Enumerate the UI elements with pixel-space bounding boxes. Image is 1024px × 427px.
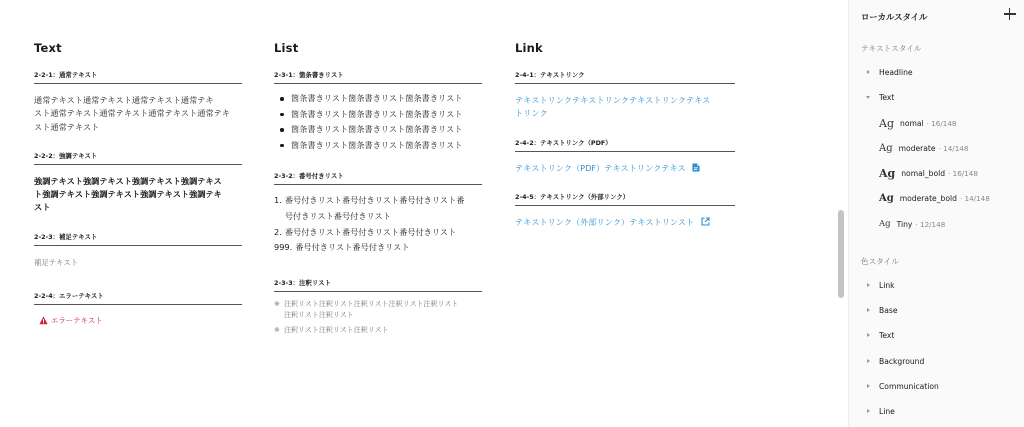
group-label: Communication: [879, 381, 939, 391]
color-group-base[interactable]: [861, 303, 898, 317]
list-item: [274, 325, 482, 337]
bullet-icon: [280, 113, 284, 117]
supplement-text: 補足テキスト: [34, 257, 79, 267]
list-item: [274, 138, 482, 154]
section-divider: [34, 83, 242, 84]
list-item-text: 番号付きリスト番号付きリスト: [295, 242, 410, 253]
group-label: Base: [879, 305, 898, 315]
link-column-title: Link: [515, 41, 543, 55]
section-divider: [34, 245, 242, 246]
text-line: 番号付きリスト番号付きリスト番号付きリスト番: [284, 195, 465, 206]
error-text-label: 2-2-4：エラーテキスト: [34, 291, 104, 300]
text-line: 号付きリスト番号付きリスト: [284, 210, 391, 221]
pdf-link-section: [515, 138, 735, 175]
group-label: Background: [879, 356, 925, 366]
group-label: Text: [879, 92, 895, 102]
bullet-list: [274, 91, 482, 153]
bullet-icon: [280, 128, 284, 132]
list-item: [274, 107, 482, 123]
section-divider: [515, 151, 735, 152]
text-style-preview-icon: Ag: [879, 166, 896, 180]
note-list-label: 2-3-3：注釈リスト: [274, 278, 331, 287]
external-link-label: 2-4-5：テキストリンク（外部リンク）: [515, 192, 630, 201]
numbered-list-section: [274, 171, 482, 255]
pdf-link[interactable]: [515, 162, 735, 175]
error-text: エラーテキスト: [51, 315, 103, 325]
pdf-link-text: テキストリンク（PDF）テキストリンクテキス: [515, 162, 686, 173]
bullet-list-label: 2-3-1：箇条書きリスト: [274, 71, 344, 79]
external-link-text: テキストリンク（外部リンク）テキストリンスト: [515, 216, 695, 227]
chevron-right-icon: [861, 379, 875, 393]
chevron-right-icon: [861, 404, 875, 418]
supplement-text-section: [34, 232, 242, 269]
style-meta: · 14/148: [959, 193, 990, 203]
style-meta: · 16/148: [926, 118, 957, 128]
color-styles-heading: 色スタイル: [861, 257, 899, 266]
text-style-nomal[interactable]: [879, 115, 956, 131]
chevron-right-icon: [861, 354, 875, 368]
plus-icon[interactable]: [1004, 8, 1016, 20]
text-line: 通常テキスト通常テキスト通常テキスト通常テキ: [34, 95, 214, 105]
section-divider: [274, 291, 482, 292]
list-item-text: 箇条書きリスト箇条書きリスト箇条書きリスト: [291, 139, 463, 150]
style-name: moderate: [898, 143, 936, 153]
text-line: テキストリンクテキストリンクテキストリンクテキス: [515, 95, 711, 105]
color-group-text[interactable]: [861, 328, 894, 342]
list-item-text: [285, 193, 482, 224]
list-item-text: 注釈リスト注釈リスト注釈リスト: [284, 325, 389, 334]
list-item-text: [284, 299, 458, 322]
supplement-text-label: 2-2-3：補足テキスト: [34, 232, 98, 241]
color-group-background[interactable]: [861, 354, 924, 368]
pdf-link-label: 2-4-2：テキストリンク（PDF）: [515, 138, 612, 147]
style-group-headline[interactable]: [861, 65, 913, 79]
strong-text-section: [34, 151, 242, 215]
text-style-moderate-bold[interactable]: [879, 190, 990, 206]
note-mark: ※: [274, 299, 280, 308]
section-divider: [34, 304, 242, 305]
section-divider: [515, 83, 735, 84]
strong-text-label: 2-2-2：強調テキスト: [34, 151, 98, 160]
section-divider: [274, 83, 482, 84]
chevron-right-icon: [861, 303, 875, 317]
text-line: スト通常テキスト通常テキスト通常テキスト通常テキ: [34, 108, 231, 119]
note-list-section: [274, 278, 482, 337]
text-style-tiny[interactable]: [879, 216, 945, 232]
style-name: moderate_bold: [899, 193, 957, 203]
bullet-list-section: [274, 70, 482, 153]
text-link-section: [515, 70, 735, 121]
text-styles-heading: テキストスタイル: [861, 44, 922, 53]
text-style-preview-icon: Ag: [879, 192, 894, 204]
list-item-text: 番号付きリスト番号付きリスト番号付きリスト: [284, 226, 457, 237]
style-name: nomal: [900, 118, 924, 128]
list-item: [274, 225, 482, 241]
group-label: Text: [879, 330, 895, 340]
group-label: Line: [879, 406, 895, 416]
list-item: [274, 91, 482, 107]
warning-icon: [39, 316, 48, 325]
group-label: Link: [879, 280, 895, 290]
style-name: Tiny: [896, 219, 913, 229]
section-divider: [274, 184, 482, 185]
pdf-file-icon: [692, 163, 700, 172]
normal-text-paragraph: [34, 94, 242, 134]
text-link-label: 2-4-1：テキストリンク: [515, 71, 585, 79]
list-number: 1.: [274, 195, 282, 206]
text-line: 注釈リスト注釈リスト: [284, 311, 354, 320]
color-group-communication[interactable]: [861, 379, 939, 393]
style-name: nomal_bold: [901, 168, 946, 178]
style-meta: · 12/148: [915, 219, 946, 229]
numbered-list: [274, 193, 482, 255]
text-line: スト: [34, 202, 51, 213]
panel-title: ローカルスタイル: [861, 12, 928, 22]
strong-text-paragraph: [34, 175, 242, 215]
local-styles-panel: [848, 0, 1024, 427]
list-item: [274, 299, 482, 322]
group-label: Headline: [879, 67, 913, 77]
text-line: 注釈リスト注釈リスト注釈リスト注釈リスト注釈リスト: [284, 299, 459, 308]
external-link-section: [515, 192, 735, 229]
list-item: [274, 193, 482, 224]
external-link[interactable]: [515, 216, 735, 229]
chevron-right-icon: [861, 65, 875, 79]
list-item-text: 箇条書きリスト箇条書きリスト箇条書きリスト: [291, 124, 463, 135]
text-line: トリンク: [515, 108, 548, 119]
chevron-right-icon: [861, 278, 875, 292]
text-style-preview-icon: Ag: [879, 219, 891, 229]
style-meta: · 14/148: [938, 143, 969, 153]
list-item: [274, 240, 482, 256]
text-line: ト強調テキスト強調テキスト強調テキスト強調テキ: [34, 189, 222, 200]
text-line: 強調テキスト強調テキスト強調テキスト強調テキス: [34, 175, 222, 186]
text-style-nomal-bold[interactable]: [879, 165, 978, 181]
bullet-icon: [280, 97, 284, 101]
text-column: [34, 40, 242, 327]
bullet-icon: [280, 144, 284, 148]
error-text-section: [34, 291, 242, 327]
list-item-text: 箇条書きリスト箇条書きリスト箇条書きリスト: [291, 93, 463, 103]
text-line: スト通常テキスト: [34, 121, 100, 132]
note-list: [274, 299, 482, 337]
text-style-moderate[interactable]: [879, 140, 968, 156]
list-item: [274, 122, 482, 138]
text-style-preview-icon: Ag: [879, 142, 893, 154]
color-group-link[interactable]: [861, 278, 895, 292]
list-number: 2.: [274, 226, 282, 237]
canvas-scrollbar-thumb[interactable]: [838, 210, 844, 298]
style-group-text[interactable]: [861, 90, 894, 104]
link-column: [515, 40, 735, 229]
note-mark: ※: [274, 325, 280, 334]
list-number: 999.: [274, 242, 293, 253]
numbered-list-label: 2-3-2：番号付きリスト: [274, 172, 344, 181]
list-column-title: List: [274, 41, 299, 55]
list-item-text: 箇条書きリスト箇条書きリスト箇条書きリスト: [291, 108, 463, 119]
text-style-preview-icon: Ag: [879, 116, 894, 130]
section-divider: [515, 205, 735, 206]
normal-text-section: [34, 70, 242, 134]
normal-text-label: 2-2-1：通常テキスト: [34, 71, 98, 79]
section-divider: [34, 164, 242, 165]
color-group-line[interactable]: [861, 404, 895, 418]
error-message: [39, 315, 242, 327]
style-meta: · 16/148: [948, 168, 978, 178]
text-column-title: Text: [34, 41, 62, 55]
external-link-icon: [701, 217, 710, 226]
list-column: [274, 40, 482, 336]
chevron-down-icon: [861, 90, 875, 104]
chevron-right-icon: [861, 328, 875, 342]
text-link[interactable]: [515, 94, 735, 121]
